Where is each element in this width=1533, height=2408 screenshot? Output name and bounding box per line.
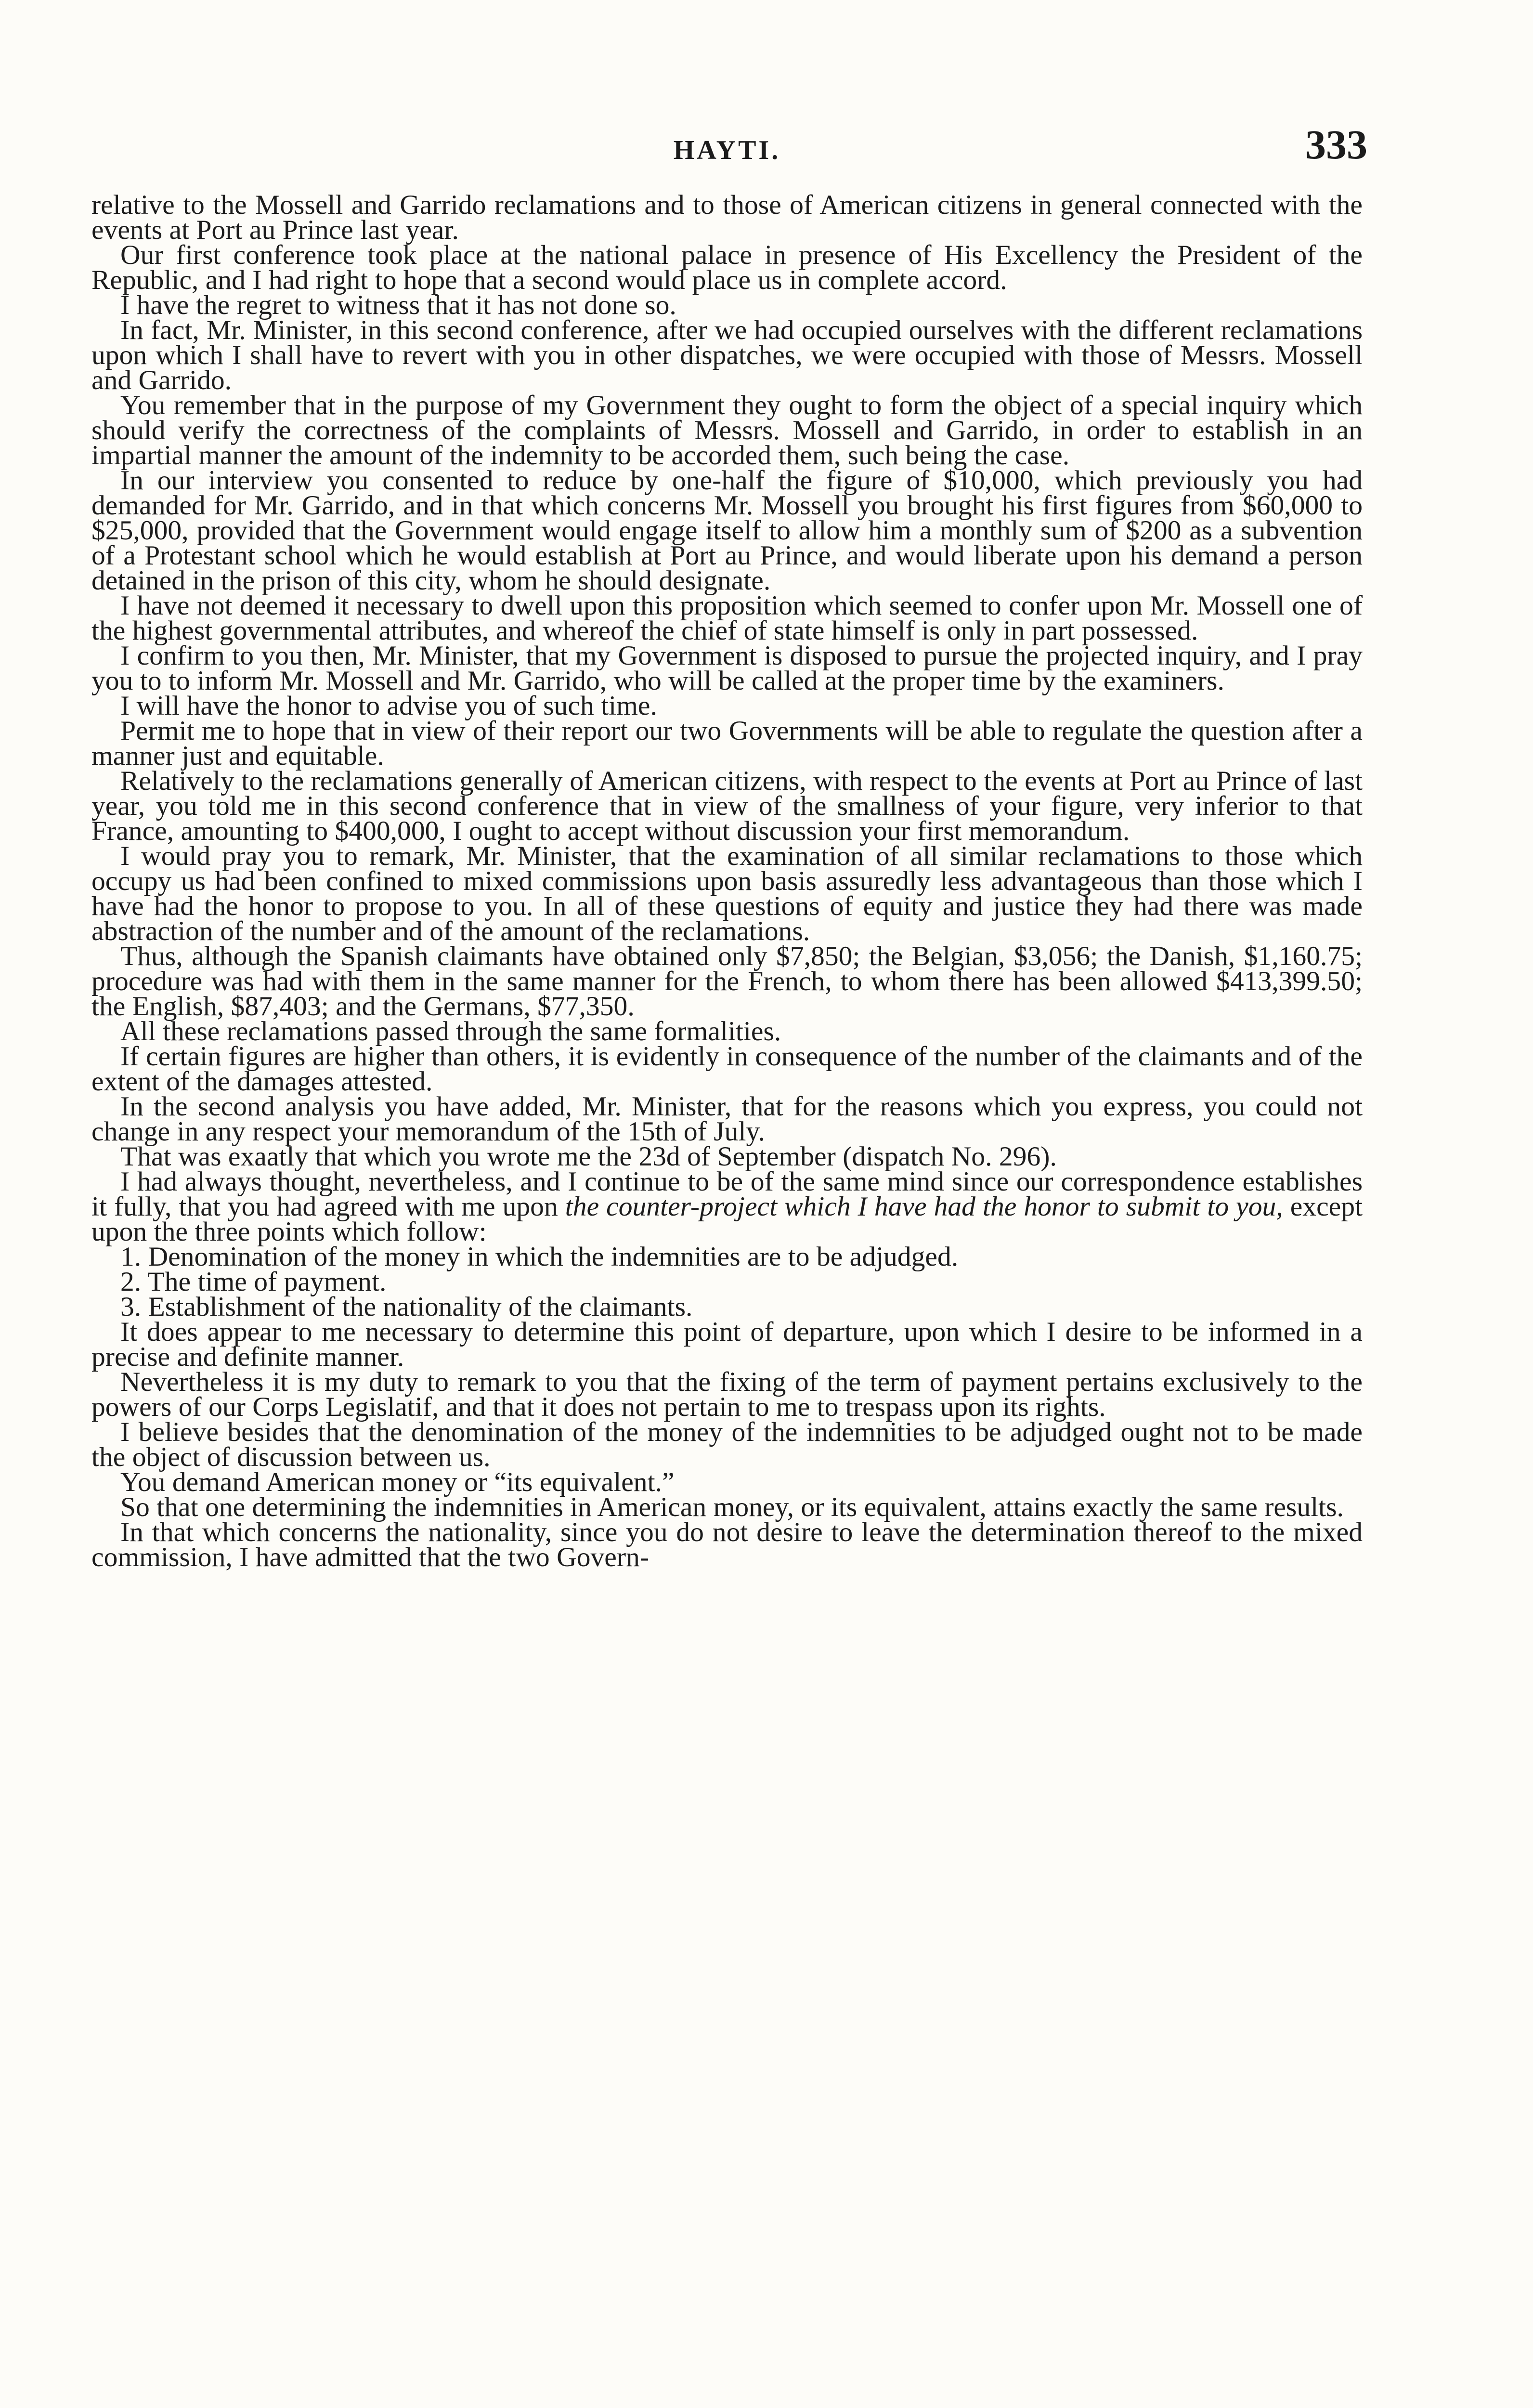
paragraph: Nevertheless it is my duty to remark to you that the fixing of the term of payment pertains exclusively to the powers of our Corps Legislatif, and that it does not pertain to me to trespass upon its rights. (91, 1367, 1363, 1422)
paragraph: That was exaatly that which you wrote me the 23d of September (dispatch No. 296). (120, 1141, 1057, 1172)
paragraph-text: except upon the three points which follow: (91, 1191, 1363, 1247)
document-page (91, 120, 1367, 1572)
paragraph: Our first conference took place at the national palace in presence of His Excellency the President of the Republic, and I had right to hope that a second would place us in complete accord. (91, 240, 1363, 295)
paragraph: I have the regret to witness that it has not done so. (120, 290, 676, 320)
paragraph: Permit me to hope that in view of their report our two Governments will be able to regulate the question after a manner just and equitable. (91, 716, 1363, 771)
paragraph: In that which concerns the nationality, since you do not desire to leave the determination thereof to the mixed commission, I have admitted that the two Govern- (91, 1517, 1363, 1572)
list-item: 3. Establishment of the nationality of the claimants. (120, 1292, 693, 1322)
paragraph: You demand American money or “its equivalent.” (120, 1467, 675, 1497)
list-item: 2. The time of payment. (120, 1267, 387, 1297)
paragraph: I will have the honor to advise you of such time. (120, 691, 657, 721)
paragraph: If certain figures are higher than others, it is evidently in consequence of the number of the claimants and of the extent of the damages attested. (91, 1041, 1363, 1097)
running-title: HAYTI. (673, 135, 781, 165)
paragraph: I believe besides that the denomination of the money of the indemnities to be adjudged ought not to be made the object of discussion between us. (91, 1417, 1363, 1472)
paragraph: In our interview you consented to reduce by one-half the figure of $10,000, which previously you had demanded for Mr. Garrido, and in that which concerns Mr. Mossell you brought his first figures from $60,000 to $25,000, provided that the Government would engage itself to allow him a monthly sum of $200 as a subvention of a Protestant school which he would establish at Port au Prince, and would liberate upon his demand a person detained in the prison of this city, whom he should designate. (91, 465, 1363, 596)
paragraph: It does appear to me necessary to determine this point of departure, upon which I desire to be informed in a precise and definite manner. (91, 1317, 1363, 1372)
paragraph: Relatively to the reclamations generally of American citizens, with respect to the events at Port au Prince of last year, you told me in this second conference that in view of the smallness of your figure, very inferior to that France, amounting to $400,000, I ought to accept without discussion your first memorandum. (91, 766, 1363, 846)
paragraph: In fact, Mr. Minister, in this second conference, after we had occupied ourselves with the different reclamations upon which I shall have to revert with you in other dispatches, we were occupied with those of Messrs. Mossell and Garrido. (91, 315, 1363, 395)
body-text (91, 190, 1363, 1572)
paragraph (91, 1166, 1363, 1247)
paragraph: I have not deemed it necessary to dwell upon this proposition which seemed to confer upon Mr. Mossell one of the highest governmental attributes, and whereof the chief of state himself is only in part possessed. (91, 590, 1363, 646)
paragraph-text: I had always thought, nevertheless, and I continue to be of the same mind since our correspondence establishes it fully, that you had agreed with me upon (91, 1166, 1363, 1222)
paragraph: You remember that in the purpose of my Government they ought to form the object of a special inquiry which should verify the correctness of the complaints of Messrs. Mossell and Garrido, in order to establish in an impartial manner the amount of the indemnity to be accorded them, such being the case. (91, 390, 1363, 471)
italic-phrase: the counter-project which I have had the honor to submit to you, (565, 1191, 1283, 1222)
paragraph: Thus, although the Spanish claimants have obtained only $7,850; the Belgian, $3,056; the Danish, $1,160.75; procedure was had with them in the same manner for the French, to whom there has been allowed $413,399.50; the English, $87,403; and the Germans, $77,350. (91, 941, 1363, 1021)
paragraph: I would pray you to remark, Mr. Minister, that the examination of all similar reclamations to those which occupy us had been confined to mixed commissions upon basis assuredly less advantageous than those which I have had the honor to propose to you. In all of these questions of equity and justice they had there was made abstraction of the number and of the amount of the reclamations. (91, 841, 1363, 946)
page-header (91, 120, 1367, 193)
page-number: 333 (1305, 121, 1367, 168)
paragraph: In the second analysis you have added, Mr. Minister, that for the reasons which you express, you could not change in any respect your memorandum of the 15th of July. (91, 1091, 1363, 1147)
paragraph: So that one determining the indemnities in American money, or its equivalent, attains exactly the same results. (120, 1492, 1344, 1522)
paragraph: relative to the Mossell and Garrido reclamations and to those of American citizens in general connected with the events at Port au Prince last year. (91, 190, 1363, 245)
list-item: 1. Denomination of the money in which the indemnities are to be adjudged. (120, 1242, 959, 1272)
paragraph: All these reclamations passed through the same formalities. (120, 1016, 781, 1047)
paragraph: I confirm to you then, Mr. Minister, that my Government is disposed to pursue the projected inquiry, and I pray you to to inform Mr. Mossell and Mr. Garrido, who will be called at the proper time by the examiners. (91, 641, 1363, 696)
